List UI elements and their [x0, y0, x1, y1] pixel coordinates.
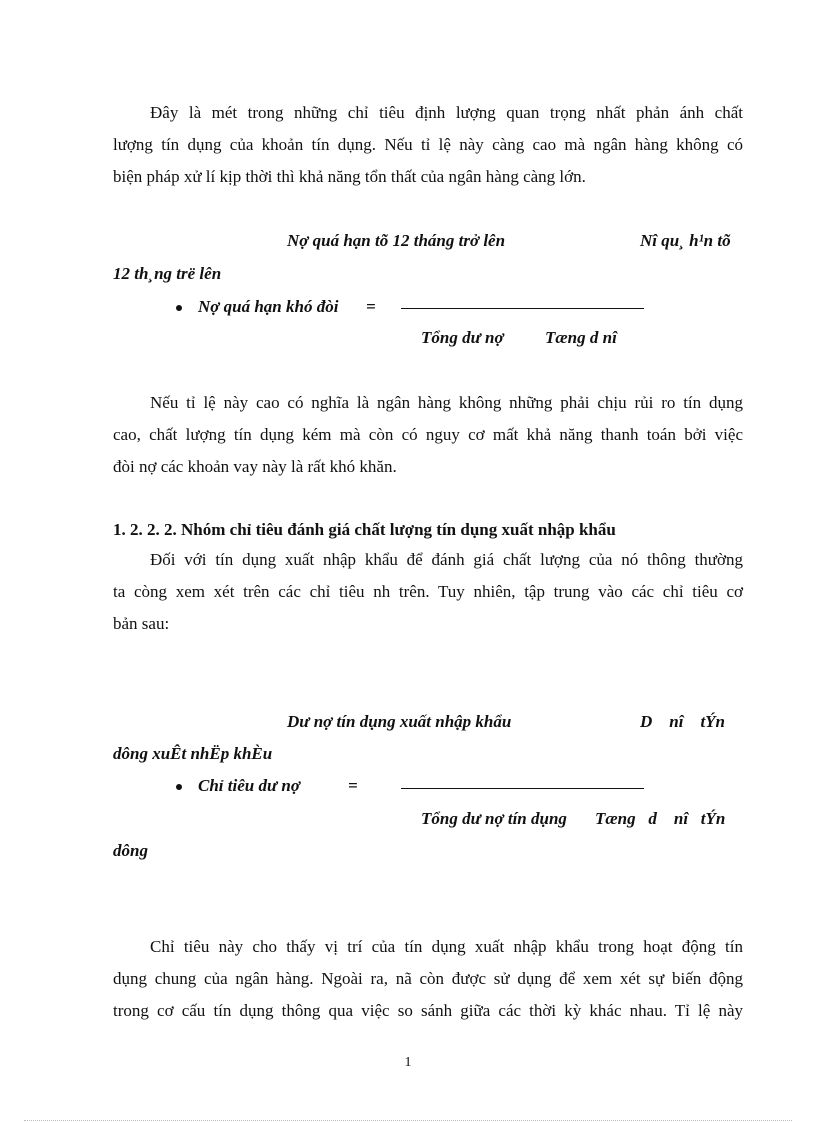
formula-2-denominator: Tổng dư nợ tín dụng	[421, 809, 567, 828]
paragraph-4-line-1: Chỉ tiêu này cho thấy vị trí của tín dụng xuất nhập khẩu trong hoạt động tín	[150, 937, 743, 956]
paragraph-4-line-3: trong cơ cấu tín dụng thông qua việc so sánh giữa các thời kỳ khác nhau. Tỉ lệ này	[113, 1001, 743, 1020]
paragraph-2-line-3: đòi nợ các khoản vay này là rất khó khăn.	[113, 457, 397, 476]
formula-2-equals: =	[348, 776, 358, 795]
formula-2-denominator-garbled: Tæng d nî tÝn	[595, 809, 726, 828]
formula-2-numerator: Dư nợ tín dụng xuất nhập khẩu	[287, 712, 512, 731]
paragraph-1-line-1: Đây là mét trong những chỉ tiêu định lượng quan trọng nhất phản ánh chất	[150, 103, 743, 122]
section-heading: 1. 2. 2. 2. Nhóm chỉ tiêu đánh giá chất lượng tín dụng xuất nhập khẩu	[113, 520, 616, 539]
paragraph-4-line-2: dụng chung của ngân hàng. Ngoài ra, nã còn được sử dụng để xem xét sự biến động	[113, 969, 743, 988]
paragraph-1-line-3: biện pháp xử lí kịp thời thì khả năng tổn thất của ngân hàng càng lớn.	[113, 167, 586, 186]
paragraph-3-line-3: bản sau:	[113, 614, 170, 633]
formula-1-label: Nợ quá hạn khó đòi	[198, 297, 339, 316]
formula-2-numerator-garbled-cont: dông xuÊt nhËp khÈu	[113, 744, 273, 763]
page-number: 1	[404, 1055, 412, 1070]
formula-1-numerator: Nợ quá hạn tõ 12 tháng trở lên	[287, 231, 506, 250]
formula-1-fraction-bar	[401, 308, 644, 309]
formula-2-label: Chỉ tiêu dư nợ	[198, 776, 300, 795]
formula-2-denominator-garbled-cont: dông	[113, 841, 148, 860]
paragraph-2-line-1: Nếu tỉ lệ này cao có nghĩa là ngân hàng không những phải chịu rủi ro tín dụng	[150, 393, 743, 412]
formula-1-numerator-garbled: Nî qu¸ h¹n tõ	[640, 231, 731, 250]
paragraph-3-line-2: ta còng xem xét trên các chỉ tiêu nh trên. Tuy nhiên, tập trung vào các chỉ tiêu cơ	[113, 582, 743, 601]
paragraph-2-line-2: cao, chất lượng tín dụng kém mà còn có nguy cơ mất khả năng thanh toán bởi việc	[113, 425, 743, 444]
paragraph-3-line-1: Đối với tín dụng xuất nhập khẩu để đánh giá chất lượng của nó thông thường	[150, 550, 743, 569]
page-bottom-divider	[24, 1120, 792, 1121]
formula-1-equals: =	[366, 297, 376, 316]
formula-2-numerator-garbled: D nî tÝn	[640, 712, 726, 731]
formula-1-denominator-garbled: Tæng d nî	[545, 328, 617, 347]
bullet-icon	[176, 784, 182, 790]
bullet-icon	[176, 305, 182, 311]
formula-2-fraction-bar	[401, 788, 644, 789]
formula-1-numerator-garbled-cont: 12 th¸ng trë lên	[113, 264, 222, 283]
paragraph-1-line-2: lượng tín dụng của khoản tín dụng. Nếu tỉ lệ này càng cao mà ngân hàng không có	[113, 135, 743, 154]
formula-1-denominator: Tổng dư nợ	[421, 328, 504, 347]
